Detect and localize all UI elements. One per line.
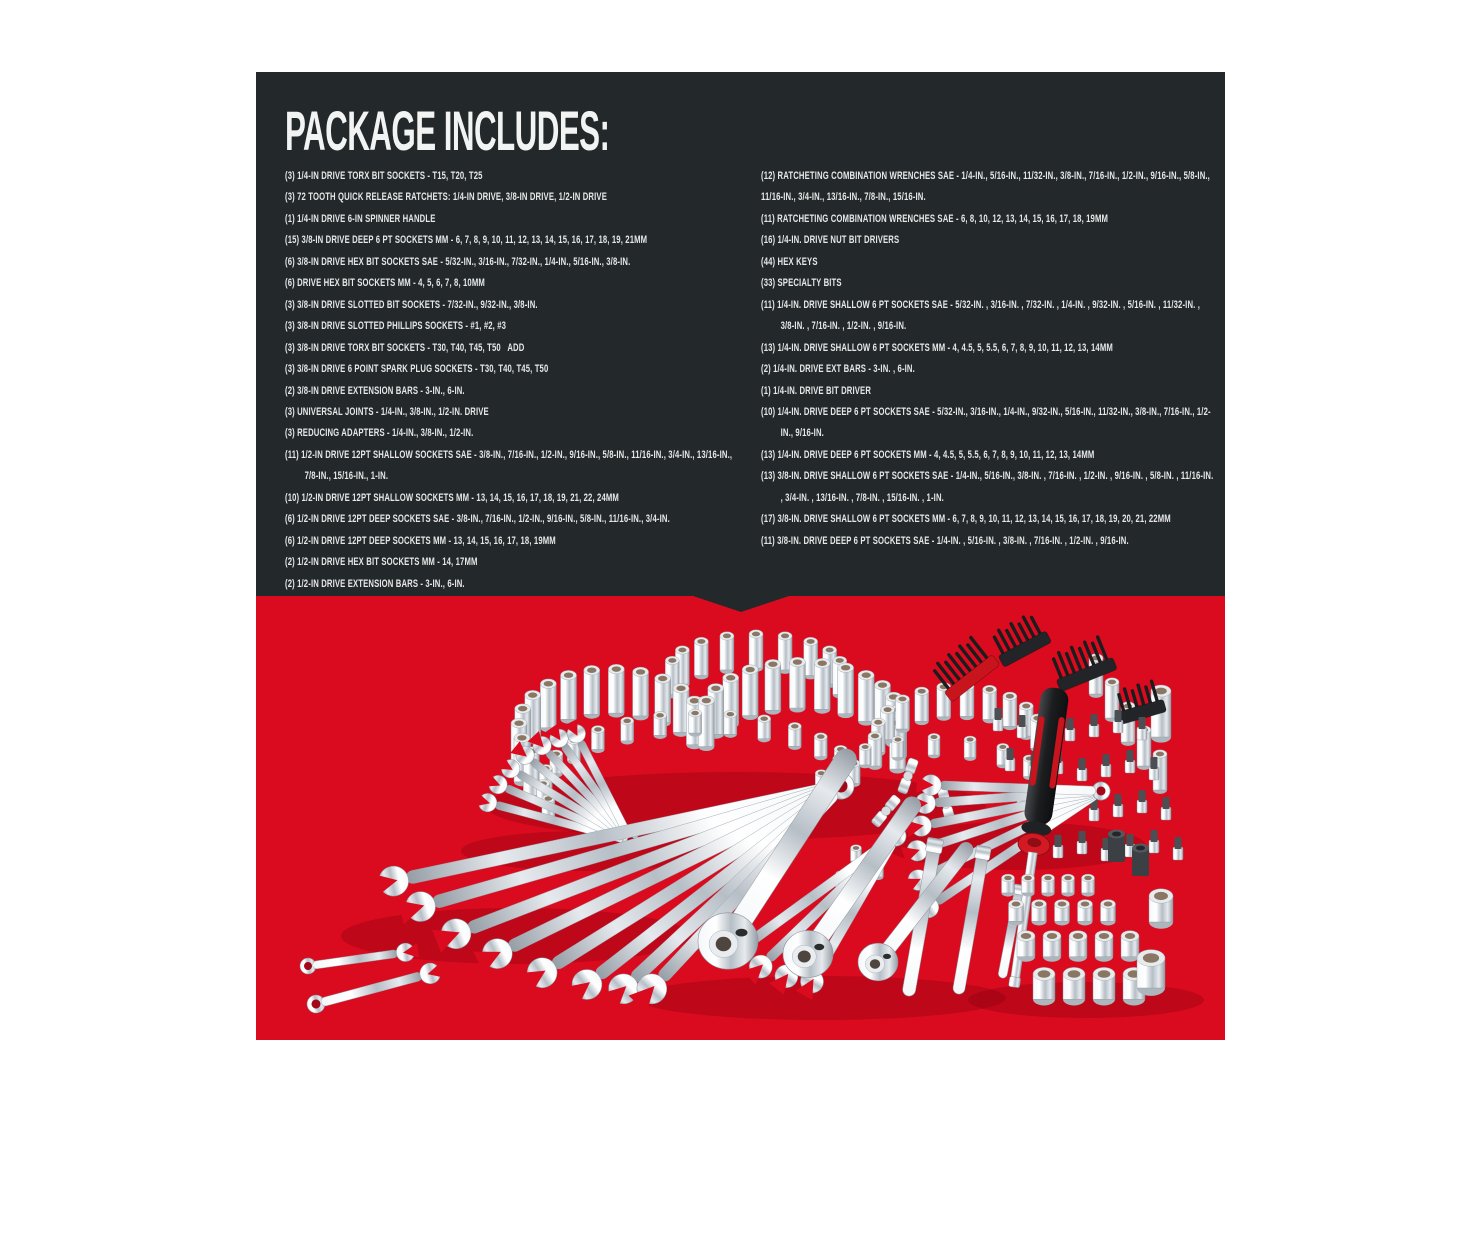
tools-photo-illustration bbox=[256, 596, 1225, 1040]
package-list-item: (13) 1/4-IN. DRIVE SHALLOW 6 PT SOCKETS MM - 4, 4.5, 5, 5.5, 6, 7, 8, 9, 10, 11, 12, 13, 14MM bbox=[761, 341, 1113, 354]
package-list-item: (33) SPECIALTY BITS bbox=[761, 277, 842, 290]
package-list-item: (3) 3/8-IN DRIVE 6 POINT SPARK PLUG SOCKETS - T30, T40, T45, T50 bbox=[285, 363, 549, 376]
package-list-item: (16) 1/4-IN. DRIVE NUT BIT DRIVERS bbox=[761, 234, 900, 247]
package-list-item: (3) 1/4-IN DRIVE TORX BIT SOCKETS - T15, T20, T25 bbox=[285, 170, 483, 182]
package-list-item: (12) RATCHETING COMBINATION WRENCHES SAE - 1/4-IN., 5/16-IN., 11/32-IN., 3/8-IN., 7/16-IN., 1/2-IN., 9/16-IN., 5/8-IN., 11/16-IN., 3/4-IN., 13/16-IN., 7/8-IN., 15/16-IN. bbox=[761, 170, 1210, 204]
package-list-item: (10) 1/2-IN DRIVE 12PT SHALLOW SOCKETS MM - 13, 14, 15, 16, 17, 18, 19, 21, 22, 24MM bbox=[285, 491, 619, 504]
package-list-item: (13) 1/4-IN. DRIVE DEEP 6 PT SOCKETS MM - 4, 4.5, 5, 5.5, 6, 7, 8, 9, 10, 11, 12, 13, 14MM bbox=[761, 448, 1095, 461]
package-list-item: (2) 3/8-IN DRIVE EXTENSION BARS - 3-IN., 6-IN. bbox=[285, 384, 465, 397]
package-list-item: (3) REDUCING ADAPTERS - 1/4-IN., 3/8-IN., 1/2-IN. bbox=[285, 427, 474, 440]
package-list-item: (44) HEX KEYS bbox=[761, 255, 818, 268]
package-list-item: (6) 1/2-IN DRIVE 12PT DEEP SOCKETS SAE - 3/8-IN., 7/16-IN., 1/2-IN., 9/16-IN., 5/8-IN., 11/16-IN., 3/4-IN. bbox=[285, 513, 670, 526]
tools-photo-section bbox=[256, 596, 1225, 1040]
package-list-item: (3) 3/8-IN DRIVE SLOTTED PHILLIPS SOCKETS - #1, #2, #3 bbox=[285, 320, 507, 333]
product-image bbox=[256, 72, 1225, 1040]
page-title: PACKAGE INCLUDES: bbox=[285, 99, 610, 162]
package-list-item: (2) 1/2-IN DRIVE HEX BIT SOCKETS MM - 14, 17MM bbox=[285, 556, 478, 569]
package-list-item: (11) 3/8-IN. DRIVE DEEP 6 PT SOCKETS SAE - 1/4-IN. , 5/16-IN. , 3/8-IN. , 7/16-IN. , 1/2-IN. , 9/16-IN. bbox=[761, 534, 1129, 547]
package-list-item: (2) 1/4-IN. DRIVE EXT BARS - 3-IN. , 6-IN. bbox=[761, 363, 915, 376]
package-list-item: (1) 1/4-IN. DRIVE BIT DRIVER bbox=[761, 384, 872, 397]
package-list-item: (3) 3/8-IN DRIVE SLOTTED BIT SOCKETS - 7/32-IN., 9/32-IN., 3/8-IN. bbox=[285, 298, 538, 311]
package-list-item: (13) 3/8-IN. DRIVE SHALLOW 6 PT SOCKETS SAE - 1/4-IN., 5/16-IN., 3/8-IN. , 7/16-IN. , 1/2-IN. , 9/16-IN. , 5/8-IN. , 11/16-IN. , 3/4-IN. , 13/16-IN. , 7/8-IN. , 15/16-IN. , 1-IN. bbox=[761, 470, 1214, 504]
package-list-item: (2) 1/2-IN DRIVE EXTENSION BARS - 3-IN., 6-IN. bbox=[285, 577, 465, 590]
package-list-item: (10) 1/4-IN. DRIVE DEEP 6 PT SOCKETS SAE - 5/32-IN., 3/16-IN., 1/4-IN., 9/32-IN., 5/16-IN., 11/32-IN., 3/8-IN., 7/16-IN., 1/2-IN., 9/16-IN. bbox=[761, 405, 1211, 440]
package-includes-section bbox=[256, 72, 1225, 596]
package-list-item: (17) 3/8-IN. DRIVE SHALLOW 6 PT SOCKETS MM - 6, 7, 8, 9, 10, 11, 12, 13, 14, 15, 16, 17, 18, 19, 20, 21, 22MM bbox=[761, 513, 1171, 526]
package-list-item: (6) DRIVE HEX BIT SOCKETS MM - 4, 5, 6, 7, 8, 10MM bbox=[285, 277, 485, 290]
package-list-item: (6) 1/2-IN DRIVE 12PT DEEP SOCKETS MM - 13, 14, 15, 16, 17, 18, 19MM bbox=[285, 534, 556, 547]
package-list-item: (3) UNIVERSAL JOINTS - 1/4-IN., 3/8-IN., 1/2-IN. DRIVE bbox=[285, 405, 489, 418]
package-list-item: (11) 1/4-IN. DRIVE SHALLOW 6 PT SOCKETS SAE - 5/32-IN. , 3/16-IN. , 7/32-IN. , 1/4-IN. , 9/32-IN. , 5/16-IN. , 11/32-IN. , 3/8-IN. , 7/16-IN. , 1/2-IN. , 9/16-IN. bbox=[761, 298, 1200, 333]
package-list-left bbox=[285, 166, 740, 595]
package-list-columns bbox=[285, 166, 1216, 595]
package-list-item: (11) RATCHETING COMBINATION WRENCHES SAE - 6, 8, 10, 12, 13, 14, 15, 16, 17, 18, 19MM bbox=[761, 212, 1109, 225]
package-list-item: (3) 3/8-IN DRIVE TORX BIT SOCKETS - T30, T40, T45, T50 ADD bbox=[285, 341, 525, 354]
package-list-item: (1) 1/4-IN DRIVE 6-IN SPINNER HANDLE bbox=[285, 212, 436, 225]
package-list-item: (11) 1/2-IN DRIVE 12PT SHALLOW SOCKETS SAE - 3/8-IN., 7/16-IN., 1/2-IN., 9/16-IN., 5/8-IN., 11/16-IN., 3/4-IN., 13/16-IN., 7/8-IN., 15/16-IN., 1-IN. bbox=[285, 448, 733, 483]
panel-notch-triangle bbox=[693, 596, 789, 612]
package-list-right bbox=[761, 166, 1216, 595]
package-list-item: (6) 3/8-IN DRIVE HEX BIT SOCKETS SAE - 5/32-IN., 3/16-IN., 7/32-IN., 1/4-IN., 5/16-IN., 3/8-IN. bbox=[285, 255, 631, 268]
package-list-item: (3) 72 TOOTH QUICK RELEASE RATCHETS: 1/4-IN DRIVE, 3/8-IN DRIVE, 1/2-IN DRIVE bbox=[285, 191, 607, 204]
package-list-item: (15) 3/8-IN DRIVE DEEP 6 PT SOCKETS MM - 6, 7, 8, 9, 10, 11, 12, 13, 14, 15, 16, 17, 18, 19, 21MM bbox=[285, 234, 648, 247]
